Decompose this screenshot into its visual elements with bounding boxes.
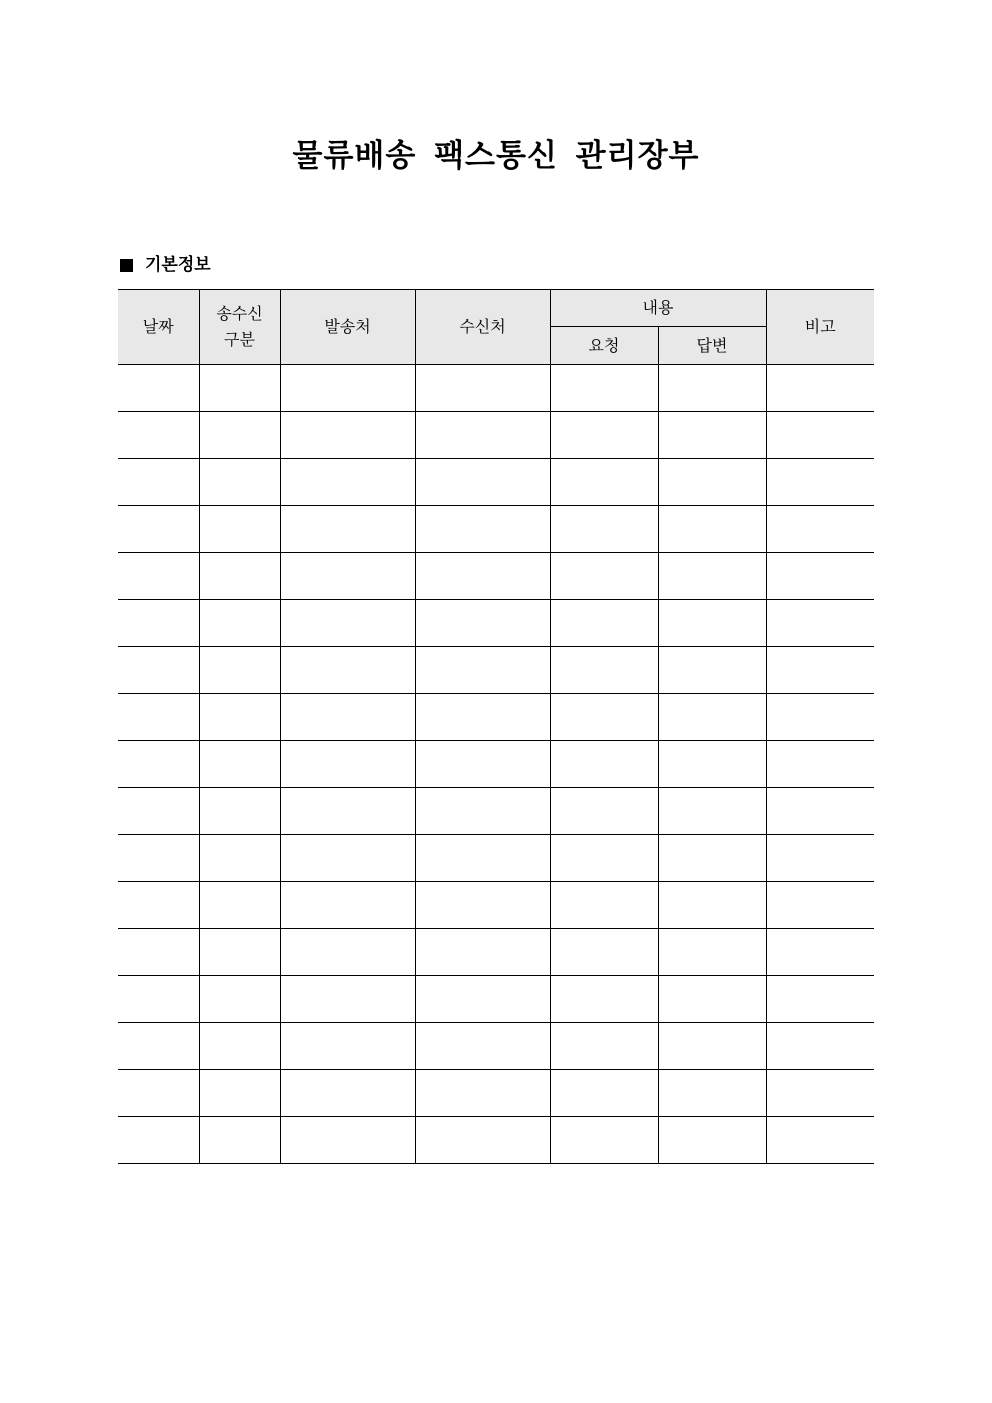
cell-sender[interactable] [280,647,415,694]
cell-reply[interactable] [658,976,766,1023]
cell-date[interactable] [118,694,199,741]
cell-send-recv-type[interactable] [199,1023,280,1070]
cell-note[interactable] [766,647,874,694]
cell-send-recv-type[interactable] [199,788,280,835]
table-header [118,290,874,365]
cell-note[interactable] [766,929,874,976]
header-sender: 발송처 [280,290,415,365]
cell-note[interactable] [766,976,874,1023]
cell-receiver[interactable] [415,647,550,694]
cell-reply[interactable] [658,1070,766,1117]
cell-receiver[interactable] [415,1023,550,1070]
table-row [118,929,874,976]
cell-date[interactable] [118,365,199,412]
cell-reply[interactable] [658,835,766,882]
cell-sender[interactable] [280,506,415,553]
table-row [118,882,874,929]
cell-sender[interactable] [280,741,415,788]
cell-request[interactable] [550,459,658,506]
cell-sender[interactable] [280,929,415,976]
cell-reply[interactable] [658,506,766,553]
section-heading-label: 기본정보 [145,255,211,275]
cell-receiver[interactable] [415,694,550,741]
cell-sender[interactable] [280,976,415,1023]
table-row [118,741,874,788]
cell-reply[interactable] [658,600,766,647]
cell-reply[interactable] [658,882,766,929]
cell-note[interactable] [766,1117,874,1164]
header-send-recv-type [199,290,280,365]
table-row [118,1117,874,1164]
cell-sender[interactable] [280,835,415,882]
cell-receiver[interactable] [415,882,550,929]
cell-request[interactable] [550,741,658,788]
header-content: 내용 [550,290,766,327]
header-reply: 답변 [658,327,766,365]
cell-request[interactable] [550,835,658,882]
cell-send-recv-type[interactable] [199,835,280,882]
cell-receiver[interactable] [415,506,550,553]
header-receiver: 수신처 [415,290,550,365]
cell-note[interactable] [766,1070,874,1117]
cell-note[interactable] [766,882,874,929]
fax-log-table [118,289,874,1164]
cell-note[interactable] [766,835,874,882]
cell-note[interactable] [766,506,874,553]
table-row [118,835,874,882]
cell-request[interactable] [550,694,658,741]
table-row [118,506,874,553]
cell-sender[interactable] [280,694,415,741]
cell-sender[interactable] [280,1117,415,1164]
cell-date[interactable] [118,976,199,1023]
cell-sender[interactable] [280,553,415,600]
cell-send-recv-type[interactable] [199,553,280,600]
cell-note[interactable] [766,365,874,412]
cell-send-recv-type[interactable] [199,459,280,506]
cell-sender[interactable] [280,365,415,412]
cell-receiver[interactable] [415,835,550,882]
cell-date[interactable] [118,459,199,506]
header-note: 비고 [766,290,874,365]
cell-request[interactable] [550,1070,658,1117]
cell-send-recv-type[interactable] [199,976,280,1023]
header-send-recv-line2: 구분 [224,330,255,349]
cell-date[interactable] [118,882,199,929]
table-row [118,412,874,459]
cell-receiver[interactable] [415,365,550,412]
cell-reply[interactable] [658,694,766,741]
header-send-recv-line1: 송수신 [216,304,263,323]
cell-request[interactable] [550,506,658,553]
table-row [118,365,874,412]
cell-date[interactable] [118,553,199,600]
table-row [118,788,874,835]
table-row [118,694,874,741]
cell-note[interactable] [766,741,874,788]
cell-sender[interactable] [280,788,415,835]
table-body [118,365,874,1164]
cell-sender[interactable] [280,1023,415,1070]
cell-date[interactable] [118,1023,199,1070]
cell-date[interactable] [118,600,199,647]
table-row [118,976,874,1023]
table-row [118,553,874,600]
cell-date[interactable] [118,788,199,835]
cell-send-recv-type[interactable] [199,1117,280,1164]
cell-sender[interactable] [280,459,415,506]
cell-send-recv-type[interactable] [199,365,280,412]
cell-reply[interactable] [658,459,766,506]
cell-receiver[interactable] [415,929,550,976]
cell-request[interactable] [550,1023,658,1070]
cell-request[interactable] [550,553,658,600]
cell-request[interactable] [550,788,658,835]
cell-send-recv-type[interactable] [199,600,280,647]
cell-send-recv-type[interactable] [199,929,280,976]
cell-reply[interactable] [658,553,766,600]
cell-date[interactable] [118,929,199,976]
cell-receiver[interactable] [415,553,550,600]
cell-reply[interactable] [658,1117,766,1164]
cell-receiver[interactable] [415,741,550,788]
cell-send-recv-type[interactable] [199,506,280,553]
cell-request[interactable] [550,976,658,1023]
cell-receiver[interactable] [415,1117,550,1164]
cell-send-recv-type[interactable] [199,1070,280,1117]
cell-note[interactable] [766,694,874,741]
cell-request[interactable] [550,929,658,976]
cell-receiver[interactable] [415,412,550,459]
cell-reply[interactable] [658,741,766,788]
cell-receiver[interactable] [415,1070,550,1117]
cell-sender[interactable] [280,1070,415,1117]
cell-request[interactable] [550,365,658,412]
cell-reply[interactable] [658,365,766,412]
cell-send-recv-type[interactable] [199,741,280,788]
cell-request[interactable] [550,1117,658,1164]
cell-sender[interactable] [280,600,415,647]
cell-receiver[interactable] [415,459,550,506]
cell-reply[interactable] [658,412,766,459]
header-date: 날짜 [118,290,199,365]
cell-send-recv-type[interactable] [199,882,280,929]
cell-sender[interactable] [280,412,415,459]
cell-date[interactable] [118,741,199,788]
cell-receiver[interactable] [415,788,550,835]
cell-date[interactable] [118,506,199,553]
cell-reply[interactable] [658,929,766,976]
cell-request[interactable] [550,600,658,647]
section-heading [120,253,211,277]
square-bullet-icon [120,259,133,272]
table-row [118,600,874,647]
cell-receiver[interactable] [415,600,550,647]
cell-date[interactable] [118,412,199,459]
cell-note[interactable] [766,553,874,600]
cell-receiver[interactable] [415,976,550,1023]
cell-request[interactable] [550,647,658,694]
table-row [118,1070,874,1117]
cell-date[interactable] [118,1117,199,1164]
cell-send-recv-type[interactable] [199,694,280,741]
cell-reply[interactable] [658,647,766,694]
cell-reply[interactable] [658,1023,766,1070]
cell-note[interactable] [766,1023,874,1070]
header-request: 요청 [550,327,658,365]
cell-note[interactable] [766,459,874,506]
table-row [118,1023,874,1070]
cell-sender[interactable] [280,882,415,929]
cell-request[interactable] [550,412,658,459]
cell-note[interactable] [766,412,874,459]
cell-request[interactable] [550,882,658,929]
document-title: 물류배송 팩스통신 관리장부 [292,138,700,174]
cell-date[interactable] [118,1070,199,1117]
cell-date[interactable] [118,647,199,694]
table-row [118,459,874,506]
cell-note[interactable] [766,788,874,835]
cell-date[interactable] [118,835,199,882]
cell-reply[interactable] [658,788,766,835]
table-row [118,647,874,694]
cell-note[interactable] [766,600,874,647]
cell-send-recv-type[interactable] [199,647,280,694]
cell-send-recv-type[interactable] [199,412,280,459]
